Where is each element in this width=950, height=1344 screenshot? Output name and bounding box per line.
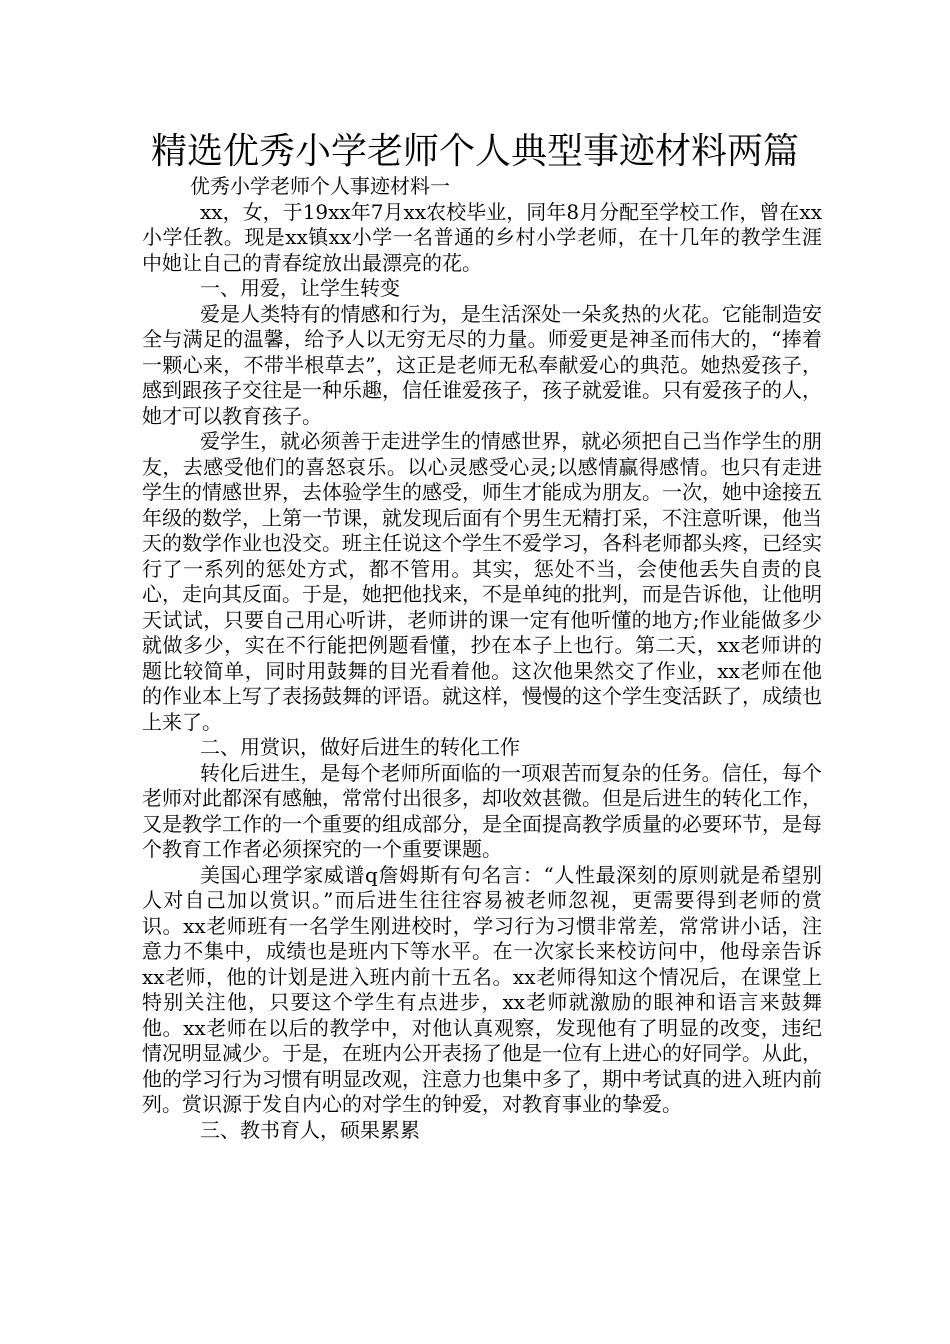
section-heading-1: 一、用爱，让学生转变 [200,276,400,300]
document-title: 精选优秀小学老师个人典型事迹材料两篇 [150,131,799,172]
section-heading-2: 二、用赏识，做好后进生的转化工作 [200,735,520,759]
document-subtitle: 优秀小学老师个人事迹材料一 [190,174,450,198]
intro-paragraph: xx，女，于19xx年7月xx农校毕业，同年8月分配至学校工作，曾在xx小学任教。现是xx镇xx小学一名普通的乡村小学老师，在十几年的教学生涯中她让自己的青春绽放出最漂亮的花。 [142,199,822,275]
body-paragraph: 转化后进生，是每个老师所面临的一项艰苦而复杂的任务。信任，每个老师对此都深有感触，常常付出很多，却收效甚微。但是后进生的转化工作，又是教学工作的一个重要的组成部分，是全面提高教学质量的必要环节，是每个教育工作者必须探究的一个重要课题。 [142,760,822,861]
body-paragraph: 爱是人类特有的情感和行为，是生活深处一朵炙热的火花。它能制造安全与满足的温馨，给予人以无穷无尽的力量。师爱更是神圣而伟大的，“捧着一颗心来，不带半根草去”，这正是老师无私奉献爱心的典范。她热爱孩子，感到跟孩子交往是一种乐趣，信任谁爱孩子，孩子就爱谁。只有爱孩子的人，她才可以教育孩子。 [142,301,822,428]
body-paragraph: 美国心理学家威谱q詹姆斯有句名言：“人性最深刻的原则就是希望别人对自己加以赏识。”而后进生往往容易被老师忽视，更需要得到老师的赏识。xx老师班有一名学生刚进校时，学习行为习惯非常差，常常讲小话，注意力不集中，成绩也是班内下等水平。在一次家长来校访问中，他母亲告诉xx老师，他的计划是进入班内前十五名。xx老师得知这个情况后，在课堂上特别关注他，只要这个学生有点进步，xx老师就激励的眼神和语言来鼓舞他。xx老师在以后的教学中，对他认真观察，发现他有了明显的改变，违纪情况明显减少。于是，在班内公开表扬了他是一位有上进心的好同学。从此，他的学习行为习惯有明显改观，注意力也集中多了，期中考试真的进入班内前列。赏识源于发自内心的对学生的钟爱，对教育事业的挚爱。 [142,862,822,1116]
section-heading-3: 三、教书育人，硕果累累 [200,1117,420,1142]
body-paragraph: 爱学生，就必须善于走进学生的情感世界，就必须把自己当作学生的朋友，去感受他们的喜怒哀乐。以心灵感受心灵;以感情赢得感情。也只有走进学生的情感世界，去体验学生的感受，师生才能成为朋友。一次，她中途接五年级的数学，上第一节课，就发现后面有个男生无精打采，不注意听课，他当天的数学作业也没交。班主任说这个学生不爱学习，各科老师都头疼，已经实行了一系列的惩处方式，都不管用。其实，惩处不当，会使他丢失自责的良心，走向其反面。于是，她把他找来，不是单纯的批判，而是告诉他，让他明天试试，只要自己用心听讲，老师讲的课一定有他听懂的地方;作业能做多少就做多少，实在不行能把例题看懂，抄在本子上也行。第二天，xx老师讲的题比较简单，同时用鼓舞的目光看着他。这次他果然交了作业，xx老师在他的作业本上写了表扬鼓舞的评语。就这样，慢慢的这个学生变活跃了，成绩也上来了。 [142,429,822,734]
document-body [142,174,822,1143]
